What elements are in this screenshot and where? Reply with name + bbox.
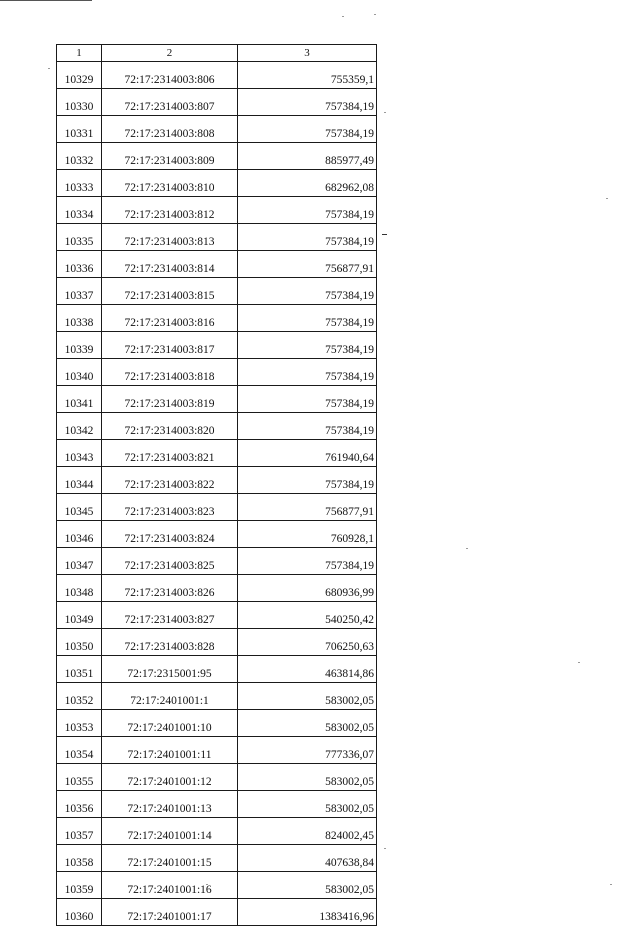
cadastral-value-cell: 757384,19 [238, 467, 377, 494]
row-number-cell: 10349 [57, 602, 102, 629]
table-row [57, 575, 377, 602]
cadastral-value-cell: 583002,05 [238, 710, 377, 737]
cadastral-value-cell: 757384,19 [238, 332, 377, 359]
row-number-cell: 10352 [57, 683, 102, 710]
row-number-cell: 10351 [57, 656, 102, 683]
cadastral-value-cell: 756877,91 [238, 494, 377, 521]
cadastral-value-cell: 761940,64 [238, 440, 377, 467]
cadastral-number-cell: 72:17:2314003:825 [102, 548, 238, 575]
cadastral-number-cell: 72:17:2314003:820 [102, 413, 238, 440]
cadastral-value-cell: 680936,99 [238, 575, 377, 602]
table-row [57, 845, 377, 872]
cadastral-number-cell: 72:17:2314003:824 [102, 521, 238, 548]
cadastral-number-cell: 72:17:2314003:823 [102, 494, 238, 521]
cadastral-number-cell: 72:17:2314003:827 [102, 602, 238, 629]
cadastral-number-cell: 72:17:2401001:17 [102, 899, 238, 926]
table-row [57, 818, 377, 845]
table-row [57, 386, 377, 413]
scan-speck [578, 662, 580, 663]
row-number-cell: 10358 [57, 845, 102, 872]
row-number-cell: 10346 [57, 521, 102, 548]
page-edge-mark [0, 0, 92, 1]
table-row [57, 521, 377, 548]
cadastral-number-cell: 72:17:2314003:822 [102, 467, 238, 494]
cadastral-number-cell: 72:17:2314003:807 [102, 89, 238, 116]
row-number-cell: 10359 [57, 872, 102, 899]
cadastral-value-cell: 760928,1 [238, 521, 377, 548]
column-header-1: 1 [57, 45, 102, 62]
table-row [57, 899, 377, 926]
table-row [57, 872, 377, 899]
cadastral-value-cell: 756877,91 [238, 251, 377, 278]
scan-speck [342, 16, 344, 17]
cadastral-value-cell: 757384,19 [238, 548, 377, 575]
cadastral-value-cell: 824002,45 [238, 818, 377, 845]
row-number-cell: 10350 [57, 629, 102, 656]
cadastral-value-cell: 757384,19 [238, 116, 377, 143]
scan-speck [466, 548, 468, 549]
cadastral-number-cell: 72:17:2314003:817 [102, 332, 238, 359]
cadastral-number-cell: 72:17:2401001:14 [102, 818, 238, 845]
cadastral-number-cell: 72:17:2314003:819 [102, 386, 238, 413]
cadastral-value-cell: 463814,86 [238, 656, 377, 683]
scan-speck [384, 112, 386, 113]
table-row [57, 602, 377, 629]
cadastral-number-cell: 72:17:2401001:10 [102, 710, 238, 737]
cadastral-value-cell: 777336,07 [238, 737, 377, 764]
row-number-cell: 10338 [57, 305, 102, 332]
cadastral-value-cell: 583002,05 [238, 791, 377, 818]
table-row [57, 143, 377, 170]
scan-speck [382, 234, 387, 235]
table-row [57, 89, 377, 116]
table-row [57, 737, 377, 764]
row-number-cell: 10345 [57, 494, 102, 521]
header-row [57, 45, 377, 62]
cadastral-number-cell: 72:17:2314003:813 [102, 224, 238, 251]
column-header-3: 3 [238, 45, 377, 62]
table-row [57, 251, 377, 278]
row-number-cell: 10339 [57, 332, 102, 359]
cadastral-value-cell: 583002,05 [238, 872, 377, 899]
row-number-cell: 10343 [57, 440, 102, 467]
column-header-2: 2 [102, 45, 238, 62]
table-row [57, 62, 377, 89]
scan-speck [610, 884, 612, 885]
cadastral-value-cell: 583002,05 [238, 683, 377, 710]
table-row [57, 656, 377, 683]
cadastral-value-cell: 757384,19 [238, 89, 377, 116]
table-row [57, 710, 377, 737]
table-row [57, 764, 377, 791]
table-row [57, 413, 377, 440]
row-number-cell: 10354 [57, 737, 102, 764]
cadastral-value-cell: 1383416,96 [238, 899, 377, 926]
row-number-cell: 10337 [57, 278, 102, 305]
table-row [57, 359, 377, 386]
cadastral-number-cell: 72:17:2314003:828 [102, 629, 238, 656]
row-number-cell: 10360 [57, 899, 102, 926]
table-row [57, 467, 377, 494]
table-row [57, 332, 377, 359]
cadastral-number-cell: 72:17:2315001:95 [102, 656, 238, 683]
table-row [57, 197, 377, 224]
cadastral-value-cell: 757384,19 [238, 413, 377, 440]
table-row [57, 548, 377, 575]
table-row [57, 494, 377, 521]
cadastral-number-cell: 72:17:2401001:15 [102, 845, 238, 872]
cadastral-number-cell: 72:17:2401001:12 [102, 764, 238, 791]
scan-speck [374, 14, 376, 15]
cadastral-value-cell: 757384,19 [238, 386, 377, 413]
row-number-cell: 10333 [57, 170, 102, 197]
row-number-cell: 10330 [57, 89, 102, 116]
table-row [57, 629, 377, 656]
row-number-cell: 10340 [57, 359, 102, 386]
row-number-cell: 10353 [57, 710, 102, 737]
cadastral-number-cell: 72:17:2314003:812 [102, 197, 238, 224]
cadastral-value-cell: 706250,63 [238, 629, 377, 656]
row-number-cell: 10347 [57, 548, 102, 575]
cadastral-number-cell: 72:17:2314003:818 [102, 359, 238, 386]
scan-speck [606, 198, 608, 199]
table-row [57, 116, 377, 143]
row-number-cell: 10357 [57, 818, 102, 845]
row-number-cell: 10332 [57, 143, 102, 170]
cadastral-number-cell: 72:17:2314003:821 [102, 440, 238, 467]
row-number-cell: 10336 [57, 251, 102, 278]
row-number-cell: 10329 [57, 62, 102, 89]
row-number-cell: 10344 [57, 467, 102, 494]
table-row [57, 440, 377, 467]
cadastral-number-cell: 72:17:2314003:809 [102, 143, 238, 170]
cadastral-value-cell: 757384,19 [238, 305, 377, 332]
row-number-cell: 10348 [57, 575, 102, 602]
cadastral-number-cell: 72:17:2314003:806 [102, 62, 238, 89]
table-row [57, 170, 377, 197]
cadastral-value-cell: 757384,19 [238, 224, 377, 251]
table-body [57, 62, 377, 926]
cadastral-number-cell: 72:17:2314003:826 [102, 575, 238, 602]
cadastral-number-cell: 72:17:2314003:808 [102, 116, 238, 143]
row-number-cell: 10341 [57, 386, 102, 413]
cadastral-number-cell: 72:17:2314003:815 [102, 278, 238, 305]
cadastral-value-cell: 682962,08 [238, 170, 377, 197]
table-row [57, 224, 377, 251]
cadastral-number-cell: 72:17:2401001:16 [102, 872, 238, 899]
scan-speck [384, 848, 386, 849]
row-number-cell: 10342 [57, 413, 102, 440]
cadastral-number-cell: 72:17:2401001:1 [102, 683, 238, 710]
row-number-cell: 10331 [57, 116, 102, 143]
table-row [57, 791, 377, 818]
row-number-cell: 10334 [57, 197, 102, 224]
cadastral-number-cell: 72:17:2401001:11 [102, 737, 238, 764]
cadastral-value-cell: 757384,19 [238, 359, 377, 386]
cadastral-number-cell: 72:17:2314003:814 [102, 251, 238, 278]
cadastral-value-cell: 757384,19 [238, 278, 377, 305]
cadastral-number-cell: 72:17:2314003:816 [102, 305, 238, 332]
cadastral-value-cell: 583002,05 [238, 764, 377, 791]
row-number-cell: 10355 [57, 764, 102, 791]
cadastral-value-table [56, 44, 377, 926]
row-number-cell: 10335 [57, 224, 102, 251]
scan-speck [48, 68, 50, 69]
cadastral-number-cell: 72:17:2314003:810 [102, 170, 238, 197]
table-row [57, 278, 377, 305]
table-row [57, 305, 377, 332]
cadastral-value-cell: 755359,1 [238, 62, 377, 89]
cadastral-value-cell: 885977,49 [238, 143, 377, 170]
table-row [57, 683, 377, 710]
cadastral-value-cell: 757384,19 [238, 197, 377, 224]
row-number-cell: 10356 [57, 791, 102, 818]
cadastral-value-cell: 540250,42 [238, 602, 377, 629]
cadastral-number-cell: 72:17:2401001:13 [102, 791, 238, 818]
cadastral-value-cell: 407638,84 [238, 845, 377, 872]
